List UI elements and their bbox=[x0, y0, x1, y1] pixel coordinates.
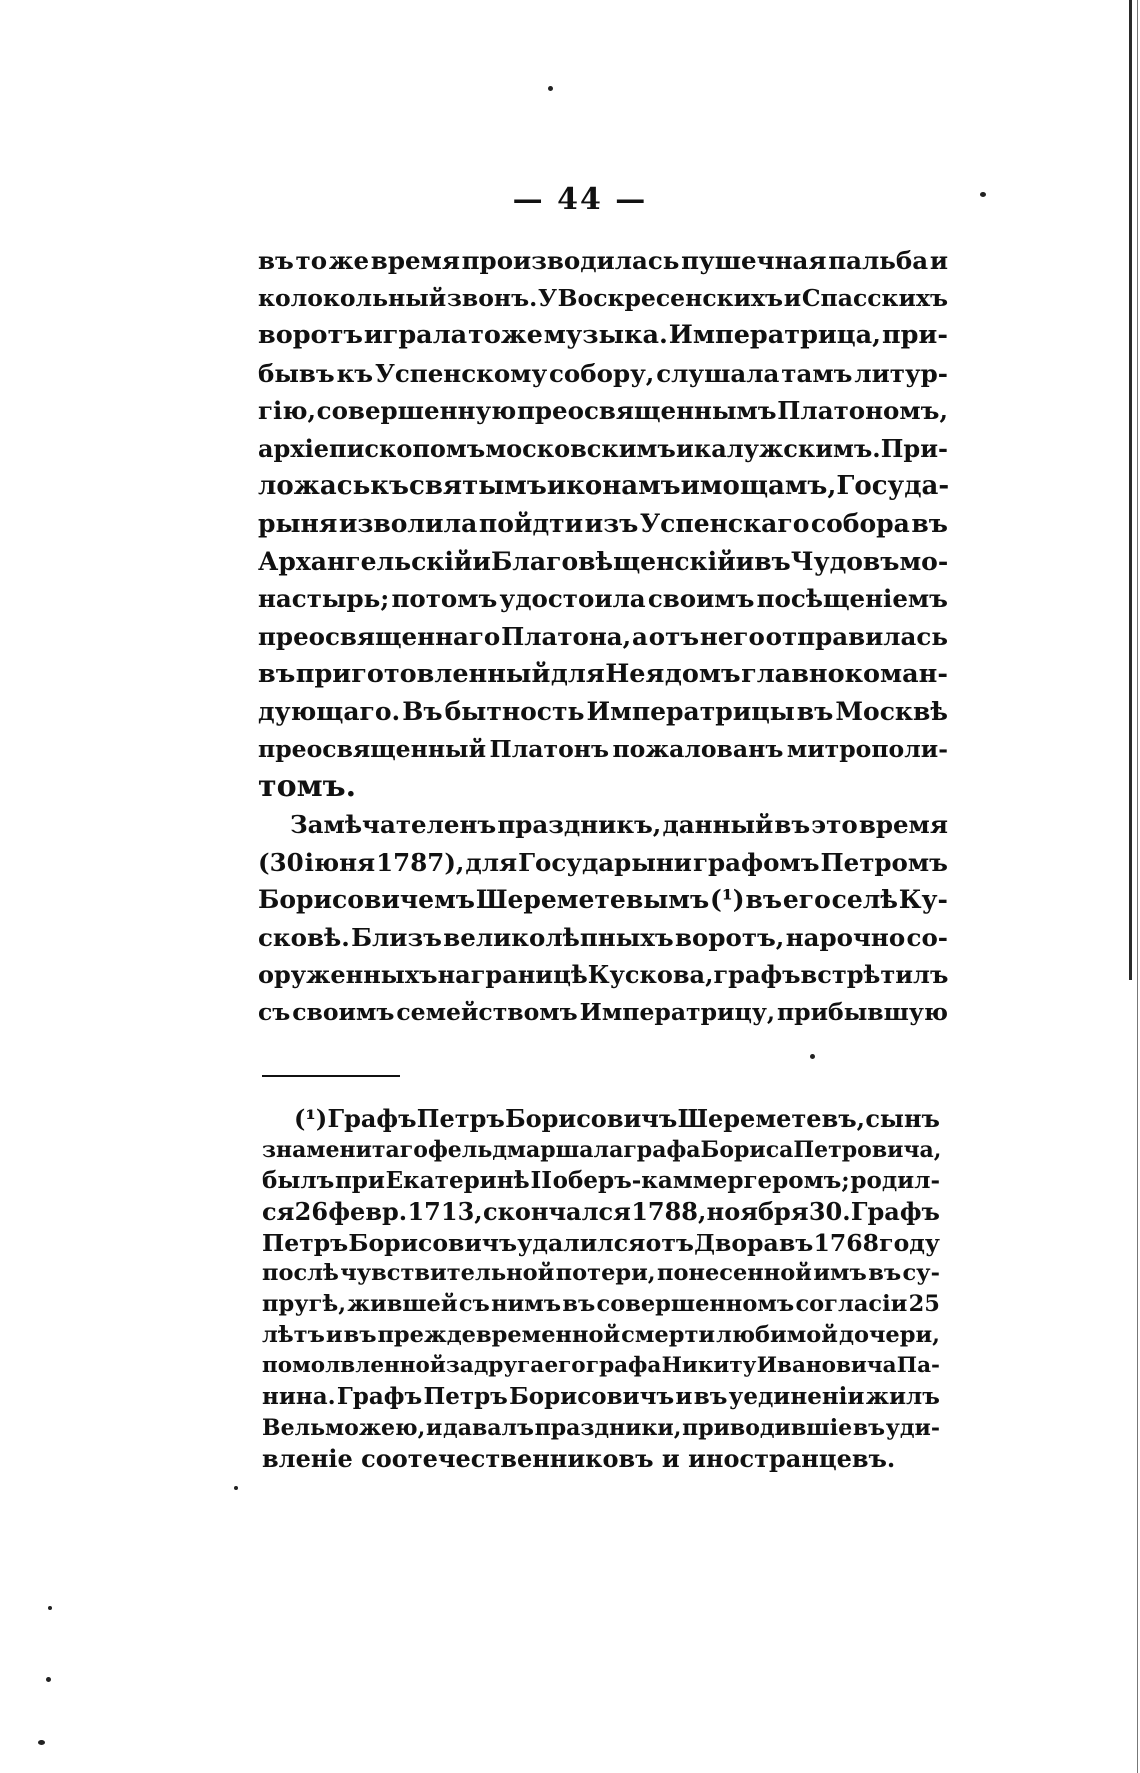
word: съ bbox=[258, 997, 291, 1026]
word: музыка. bbox=[543, 320, 668, 351]
word: совершенномъ bbox=[596, 1291, 795, 1318]
word: чувствительной bbox=[340, 1260, 555, 1287]
word: Въ bbox=[402, 697, 443, 727]
footnote-line bbox=[262, 1228, 940, 1259]
word: Шереметевъ, bbox=[677, 1104, 866, 1133]
word: Императрица, bbox=[668, 320, 882, 351]
word: любимой bbox=[716, 1322, 838, 1349]
scan-speck bbox=[48, 1606, 52, 1610]
word: потомъ bbox=[391, 584, 498, 614]
word: Петровича, bbox=[793, 1136, 942, 1163]
footnote-line bbox=[262, 1104, 940, 1135]
word: (¹) bbox=[710, 885, 745, 915]
word: при bbox=[334, 1166, 385, 1194]
word: въ bbox=[911, 509, 948, 539]
word: къ bbox=[370, 470, 409, 501]
text-line bbox=[258, 881, 948, 919]
word: него bbox=[699, 621, 765, 651]
word: Петръ bbox=[423, 1383, 508, 1411]
word: сынъ bbox=[865, 1104, 940, 1133]
word: настырь; bbox=[258, 584, 390, 614]
text-line bbox=[258, 844, 948, 882]
word: слушала bbox=[656, 358, 780, 388]
word: нимъ bbox=[491, 1291, 562, 1318]
word: іюня bbox=[304, 847, 376, 877]
footnote-line bbox=[262, 1351, 940, 1382]
word: Платономъ, bbox=[777, 396, 948, 426]
word: Нея bbox=[605, 658, 665, 689]
word: калужскимъ. bbox=[693, 433, 881, 463]
word: Госуда- bbox=[836, 470, 950, 501]
footnote bbox=[262, 1104, 940, 1475]
word: тамъ bbox=[781, 358, 853, 388]
word: (¹) bbox=[294, 1104, 328, 1133]
word: въ bbox=[693, 1383, 728, 1411]
text-line bbox=[258, 580, 948, 618]
word: 26 bbox=[294, 1196, 329, 1226]
word: согласіи bbox=[795, 1291, 908, 1318]
word: дочери, bbox=[838, 1322, 940, 1349]
word: графомъ bbox=[692, 847, 820, 877]
word: оберъ-каммергеромъ; bbox=[552, 1166, 850, 1194]
word: нина. bbox=[262, 1383, 336, 1411]
footnote-line bbox=[262, 1258, 940, 1289]
word: Воскресенскихъ bbox=[557, 283, 784, 312]
word: Платонъ bbox=[489, 734, 609, 763]
word: въ bbox=[562, 1291, 596, 1318]
text-line bbox=[258, 731, 948, 769]
word: домъ bbox=[664, 658, 741, 689]
word: отъ bbox=[645, 1228, 694, 1257]
word: колокольный bbox=[258, 283, 447, 312]
word: литур- bbox=[854, 358, 948, 388]
text-line bbox=[258, 693, 948, 731]
word: уединеніи bbox=[728, 1383, 865, 1411]
word: въ bbox=[774, 809, 811, 839]
word: преосвященнаго bbox=[258, 621, 501, 651]
word: архіепископомъ bbox=[258, 433, 486, 463]
word: и bbox=[472, 546, 491, 576]
word: для bbox=[465, 847, 518, 877]
word: послѣ bbox=[262, 1260, 339, 1287]
word: воротъ bbox=[258, 320, 363, 351]
word: великолѣпныхъ bbox=[443, 922, 674, 952]
word: московскимъ bbox=[485, 433, 676, 463]
word: за bbox=[446, 1353, 474, 1379]
word: Екатеринѣ bbox=[385, 1166, 530, 1194]
word: Замѣчателенъ bbox=[290, 809, 497, 839]
word: мощамъ, bbox=[699, 470, 837, 501]
word: преждевременной bbox=[377, 1322, 621, 1349]
word: удостоила bbox=[499, 584, 646, 614]
word: скончался bbox=[482, 1196, 631, 1226]
word: и bbox=[680, 470, 700, 501]
text-line bbox=[258, 242, 948, 280]
word: Па- bbox=[896, 1353, 940, 1379]
word: Платона, bbox=[501, 621, 632, 651]
word: имъ bbox=[813, 1260, 867, 1287]
word: въ bbox=[852, 1414, 886, 1441]
footnote-line bbox=[262, 1413, 940, 1444]
word: Борисовичъ bbox=[505, 1104, 678, 1133]
word: своимъ bbox=[647, 584, 755, 614]
word: и bbox=[675, 1383, 693, 1411]
word: главнокоман- bbox=[741, 658, 948, 689]
word: ся bbox=[262, 1196, 295, 1226]
word: праздники, bbox=[534, 1414, 682, 1441]
text-line bbox=[258, 280, 948, 318]
word: данный bbox=[662, 809, 774, 839]
word: знаменитаго bbox=[262, 1136, 428, 1163]
word: и bbox=[735, 546, 755, 576]
word: пожалованъ bbox=[612, 734, 784, 763]
word: святымъ bbox=[409, 470, 547, 501]
word: Успенскому bbox=[374, 358, 548, 388]
word: бытность bbox=[444, 697, 585, 727]
footnote-line bbox=[262, 1320, 940, 1351]
word: и bbox=[783, 283, 802, 312]
word: преосвященный bbox=[258, 734, 487, 763]
text-line bbox=[258, 505, 948, 543]
word: приводившіе bbox=[682, 1414, 853, 1441]
word: въ bbox=[745, 885, 783, 915]
word: году bbox=[879, 1228, 940, 1257]
word: пойдти bbox=[478, 509, 584, 539]
word: 1713, bbox=[407, 1196, 483, 1226]
word: изъ bbox=[584, 509, 639, 539]
word: 1787), bbox=[376, 847, 465, 877]
word: Графъ bbox=[850, 1196, 940, 1226]
word: границѣ bbox=[470, 960, 588, 990]
word: удалился bbox=[517, 1228, 646, 1257]
word: Вельможею, bbox=[262, 1414, 426, 1441]
word: посѣщеніемъ bbox=[756, 584, 948, 614]
page-edge-thin bbox=[1137, 0, 1138, 1773]
word: Борисовичемъ bbox=[258, 885, 475, 915]
word: производилась bbox=[461, 246, 680, 275]
word: и bbox=[675, 433, 694, 463]
word: лѣтъ bbox=[262, 1322, 325, 1349]
scan-speck bbox=[548, 86, 553, 91]
word: же bbox=[328, 246, 370, 275]
page-number: — 44 — bbox=[512, 182, 648, 217]
word: Архангельскій bbox=[258, 546, 473, 576]
word: Чудовъ bbox=[790, 546, 900, 576]
word: дующаго. bbox=[258, 697, 401, 727]
scan-speck bbox=[810, 1054, 815, 1059]
text-line bbox=[258, 618, 948, 656]
word: Ку- bbox=[898, 885, 948, 915]
word: въ bbox=[796, 697, 834, 727]
word: время bbox=[858, 809, 948, 839]
word: въ bbox=[258, 658, 296, 689]
word: графа bbox=[585, 1353, 662, 1379]
word: тоже bbox=[468, 320, 543, 351]
word: Графъ bbox=[327, 1104, 417, 1133]
word: уди- bbox=[885, 1414, 940, 1441]
word: его bbox=[782, 885, 831, 915]
word: смерти bbox=[621, 1322, 716, 1349]
word: на bbox=[437, 960, 471, 990]
word: собору, bbox=[549, 358, 655, 388]
word: Бориса bbox=[700, 1136, 794, 1163]
text-line: томъ. bbox=[258, 769, 357, 805]
word: гію, bbox=[258, 396, 316, 426]
word: праздникъ, bbox=[497, 809, 662, 839]
scan-speck bbox=[46, 1677, 51, 1682]
word: (30 bbox=[258, 847, 304, 877]
word: приготовленный bbox=[295, 658, 551, 689]
word: ноября bbox=[706, 1196, 809, 1226]
word: для bbox=[550, 658, 605, 689]
word: пальба bbox=[828, 246, 929, 275]
word: ложась bbox=[258, 470, 371, 501]
word: Шереметевымъ bbox=[475, 885, 710, 915]
word: въ bbox=[778, 1228, 814, 1257]
word: съ bbox=[458, 1291, 490, 1318]
word: Успенскаго bbox=[639, 509, 810, 539]
word: прибывшую bbox=[776, 997, 948, 1026]
paragraph-start-line bbox=[258, 806, 948, 844]
word: преосвященнымъ bbox=[516, 396, 777, 426]
word: су- bbox=[902, 1260, 940, 1287]
page-edge-dark bbox=[1129, 0, 1132, 980]
word: Графъ bbox=[336, 1383, 423, 1411]
word: фельдмаршала bbox=[427, 1136, 624, 1163]
word: Двора bbox=[694, 1228, 779, 1257]
word: мо- bbox=[899, 546, 949, 576]
word: Благовѣщенскій bbox=[490, 546, 736, 576]
footnote-line bbox=[262, 1166, 940, 1197]
word: селѣ bbox=[831, 885, 898, 915]
word: собора bbox=[810, 509, 910, 539]
word: пругѣ, bbox=[262, 1291, 347, 1318]
word: отправилась bbox=[765, 621, 948, 651]
word: жилъ bbox=[865, 1383, 940, 1411]
text-line bbox=[258, 392, 948, 430]
word: въ bbox=[754, 546, 791, 576]
word: Ивановича bbox=[756, 1353, 897, 1379]
word: 1788, bbox=[631, 1196, 707, 1226]
word: 25 bbox=[908, 1291, 940, 1318]
word: въ bbox=[258, 246, 294, 275]
word: Близъ bbox=[351, 922, 442, 952]
word: Государыни bbox=[518, 847, 692, 877]
word: отъ bbox=[648, 621, 700, 651]
footnote-line bbox=[262, 1382, 940, 1413]
word: 1768 bbox=[813, 1228, 879, 1257]
footnote-line bbox=[262, 1135, 940, 1166]
word: воротъ, bbox=[675, 922, 785, 952]
word: Императрицу, bbox=[579, 997, 776, 1026]
word: Петръ bbox=[416, 1104, 505, 1133]
text-line bbox=[258, 543, 948, 581]
text-line bbox=[258, 656, 948, 694]
word: митрополи- bbox=[786, 734, 948, 763]
word: При- bbox=[880, 433, 948, 463]
word: и bbox=[929, 246, 948, 275]
word: Борисовичъ bbox=[348, 1228, 517, 1257]
word: иконамъ bbox=[546, 470, 681, 501]
word: помолвленной bbox=[262, 1353, 446, 1379]
body-text bbox=[258, 242, 948, 1031]
word: родил- bbox=[850, 1166, 940, 1194]
word: въ bbox=[343, 1322, 377, 1349]
word: графъ bbox=[713, 960, 801, 990]
word: февр. bbox=[328, 1196, 408, 1226]
footnote-divider bbox=[262, 1075, 400, 1077]
word: его bbox=[544, 1353, 586, 1379]
scan-speck bbox=[234, 1486, 238, 1490]
word: Никиту bbox=[661, 1353, 757, 1379]
word: со- bbox=[906, 922, 948, 952]
word: и bbox=[425, 1414, 443, 1441]
word: встрѣтилъ bbox=[800, 960, 949, 990]
word: друга bbox=[473, 1353, 545, 1379]
word: Петръ bbox=[262, 1228, 349, 1257]
word: въ bbox=[868, 1260, 902, 1287]
word: Борисовичъ bbox=[509, 1383, 675, 1411]
word: Петромъ bbox=[820, 847, 948, 877]
word: нарочно bbox=[785, 922, 906, 952]
word: а bbox=[632, 621, 648, 651]
text-line bbox=[258, 994, 948, 1032]
footnote-line: вленіе соотечественниковъ и иностранцевъ. bbox=[262, 1443, 896, 1473]
word: совершенную bbox=[316, 396, 517, 426]
word: время bbox=[370, 246, 460, 275]
word: и bbox=[325, 1322, 343, 1349]
word: играла bbox=[363, 320, 468, 351]
word: звонъ. bbox=[446, 283, 538, 312]
word: Спасскихъ bbox=[801, 283, 948, 312]
word: былъ bbox=[262, 1166, 335, 1194]
word: изволила bbox=[338, 509, 478, 539]
word: то bbox=[295, 246, 328, 275]
word: пушечная bbox=[681, 246, 827, 275]
word: къ bbox=[336, 358, 374, 388]
text-line bbox=[258, 919, 948, 957]
word: II bbox=[530, 1166, 552, 1194]
footnote-line bbox=[262, 1289, 940, 1320]
word: понесенной bbox=[657, 1260, 812, 1287]
text-line bbox=[258, 468, 948, 506]
word: бывъ bbox=[258, 358, 335, 388]
word: Императрицы bbox=[586, 697, 795, 727]
word: семействомъ bbox=[396, 997, 578, 1026]
word: потери, bbox=[555, 1260, 656, 1287]
word: оруженныхъ bbox=[258, 960, 438, 990]
word: сковѣ. bbox=[258, 922, 350, 952]
text-line bbox=[258, 430, 948, 468]
text-line bbox=[258, 355, 948, 393]
text-line bbox=[258, 956, 948, 994]
word: У bbox=[537, 283, 558, 312]
word: жившей bbox=[347, 1291, 458, 1318]
footnote-line bbox=[262, 1197, 940, 1228]
word: при- bbox=[881, 320, 948, 351]
scan-speck bbox=[38, 1740, 45, 1745]
word: это bbox=[811, 809, 858, 839]
word: своимъ bbox=[292, 997, 395, 1026]
word: 30. bbox=[808, 1196, 851, 1226]
word: рыня bbox=[258, 509, 338, 539]
word: Москвѣ bbox=[835, 697, 948, 727]
word: Кускова, bbox=[587, 960, 714, 990]
word: графа bbox=[623, 1136, 701, 1163]
word: давалъ bbox=[443, 1414, 534, 1441]
text-line bbox=[258, 317, 948, 355]
